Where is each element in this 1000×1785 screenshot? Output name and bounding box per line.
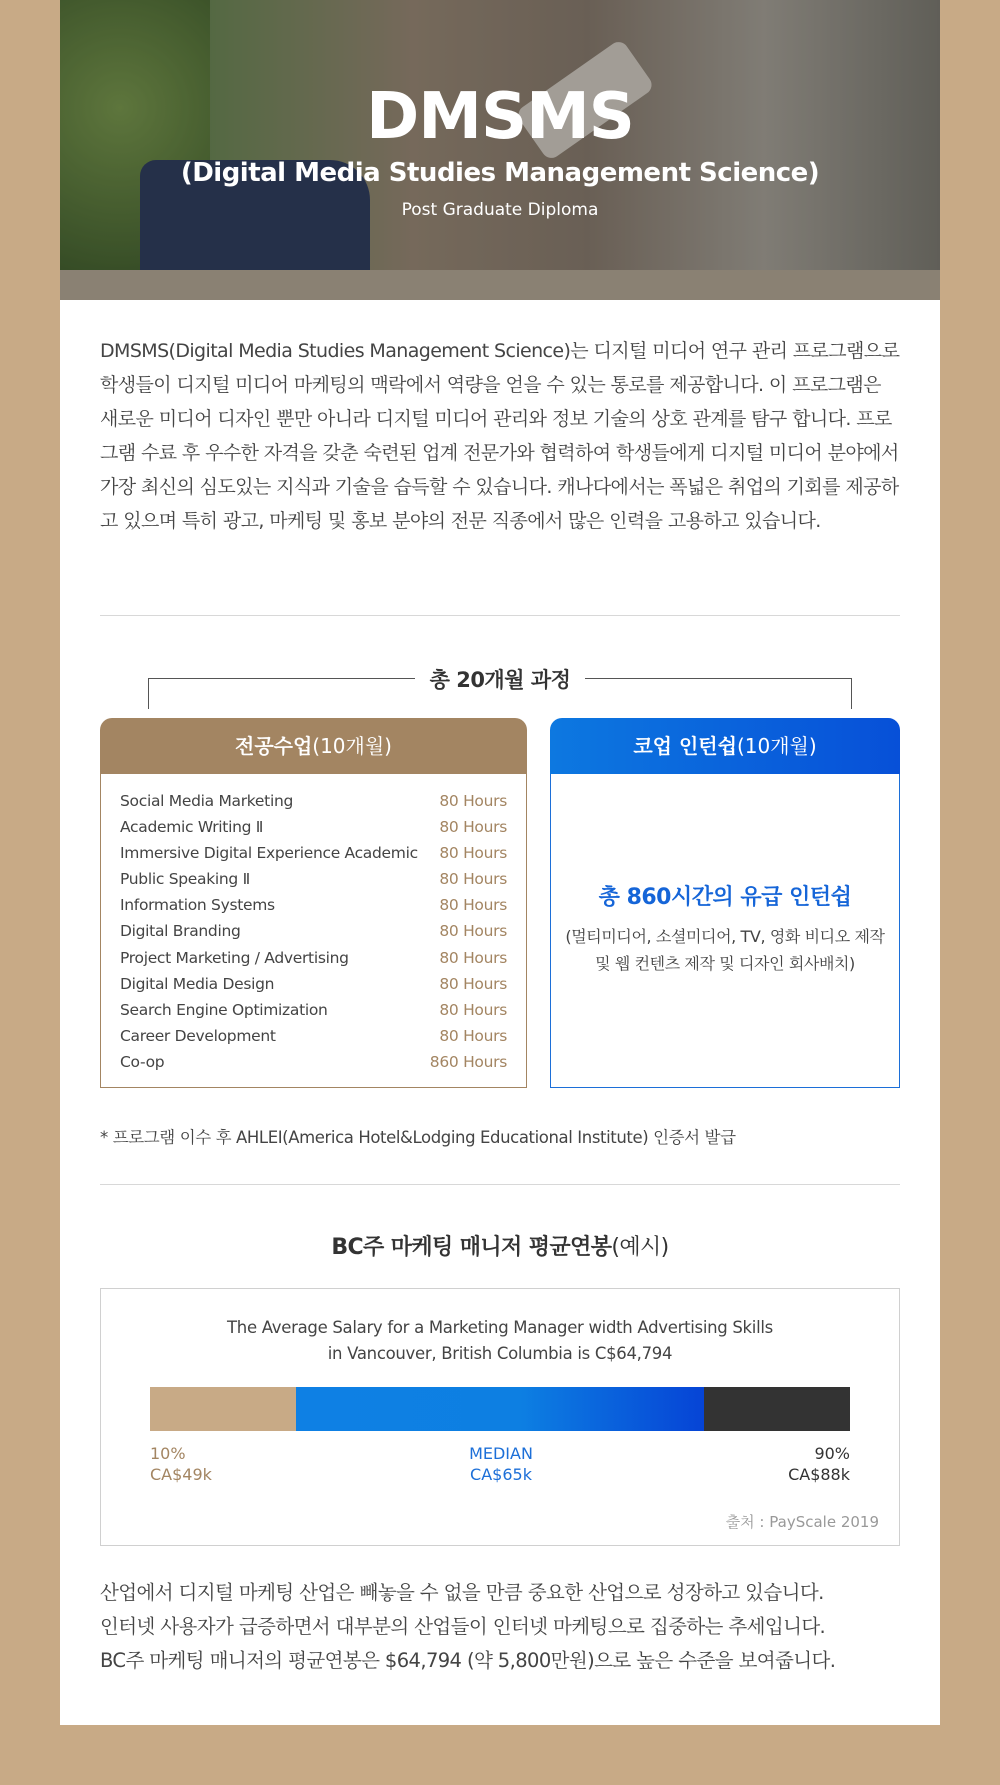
course-name: Public Speaking Ⅱ [120,870,250,889]
major-courses-header [100,718,527,774]
coop-headline: 총 860시간의 유급 인턴쉽 [598,885,852,910]
coop-detail-line: 및 웹 컨텐츠 제작 및 디자인 회사배치) [595,954,855,973]
course-name: Academic Writing Ⅱ [120,818,264,837]
major-courses-duration: (10개월) [312,734,392,758]
course-name: Information Systems [120,896,275,915]
hero-title: DMSMS [366,80,634,154]
salary-bar-median [296,1387,704,1431]
course-row [120,814,507,840]
course-row [120,840,507,866]
section-divider [100,1184,900,1185]
coop-box [550,718,900,1088]
outro-line: 인터넷 사용자가 급증하면서 대부분의 산업들이 인터넷 마케팅으로 집중하는 추세입니다. [100,1615,826,1638]
course-row [120,971,507,997]
hero-subtitle: (Digital Media Studies Management Science) [180,158,820,188]
course-row [120,945,507,971]
section-divider [100,615,900,616]
coop-detail [551,923,899,977]
major-courses-title: 전공수업 [235,734,313,758]
course-row [120,788,507,814]
salary-high-value: CA$88k [788,1465,850,1484]
course-hours: 80 Hours [439,922,507,941]
salary-label-high [788,1443,850,1485]
content-page [60,0,940,1725]
course-hours: 80 Hours [439,1026,507,1045]
salary-caption [101,1315,899,1367]
course-name: Search Engine Optimization [120,1000,328,1019]
course-hours: 80 Hours [439,792,507,810]
course-hours: 80 Hours [439,896,507,915]
salary-low-value: CA$49k [150,1465,212,1484]
course-hours: 80 Hours [439,1000,507,1019]
coop-title: 코업 인턴쉽 [633,734,737,758]
salary-median-value: CA$65k [470,1465,532,1484]
salary-caption-line: The Average Salary for a Marketing Manager width Advertising Skills [227,1318,773,1337]
course-name: Digital Media Design [120,974,275,993]
salary-title-suffix: (예시) [611,1235,669,1260]
course-hours: 80 Hours [439,948,507,967]
course-row [120,1049,507,1075]
salary-bar-high [704,1387,850,1431]
program-total [60,660,940,710]
coop-duration: (10개월) [736,734,817,758]
salary-median-label: MEDIAN [469,1444,533,1463]
course-name: Digital Branding [120,922,241,941]
salary-source: 출처 : PayScale 2019 [725,1513,879,1531]
coop-header [550,718,900,774]
salary-label-low [150,1443,212,1485]
salary-box [100,1288,900,1546]
outro-line: BC주 마케팅 매니저의 평균연봉은 $64,794 (약 5,800만원)으로 높은 수준을 보여줍니다. [100,1649,836,1672]
major-courses-box [100,718,527,1088]
course-hours: 80 Hours [439,844,507,863]
course-hours: 80 Hours [439,974,507,993]
course-hours: 80 Hours [439,818,507,837]
outro-paragraph [100,1576,900,1678]
course-name: Project Marketing / Advertising [120,948,349,967]
coop-body [550,774,900,1088]
salary-low-percentile: 10% [150,1444,186,1463]
certificate-note: * 프로그램 이수 후 AHLEI(America Hotel&Lodging Educational Institute) 인증서 발급 [100,1128,736,1147]
salary-caption-line: in Vancouver, British Columbia is C$64,794 [327,1344,673,1363]
hero-banner [60,0,940,300]
course-row [120,997,507,1023]
course-name: Career Development [120,1026,276,1045]
salary-high-percentile: 90% [814,1444,850,1463]
course-list [100,774,527,1088]
course-row [120,918,507,944]
hero-tagline: Post Graduate Diploma [401,200,599,220]
salary-title: BC주 마케팅 매니저 평균연봉 [331,1235,612,1260]
salary-bar-low [150,1387,296,1431]
total-duration-label: 총 20개월 과정 [415,664,585,694]
outro-line: 산업에서 디지털 마케팅 산업은 빼놓을 수 없을 만큼 중요한 산업으로 성장하고 있습니다. [100,1581,824,1604]
salary-label-median [401,1443,601,1485]
salary-section-title [60,1230,940,1261]
course-name: Co-op [120,1052,165,1071]
course-hours: 80 Hours [439,870,507,889]
course-row [120,1023,507,1049]
course-row [120,892,507,918]
course-row [120,866,507,892]
course-hours: 860 Hours [429,1052,507,1071]
coop-detail-line: (멀티미디어, 소셜미디어, TV, 영화 비디오 제작 [565,927,885,946]
course-name: Social Media Marketing [120,792,294,810]
course-name: Immersive Digital Experience Academic [120,844,418,863]
intro-paragraph: DMSMS(Digital Media Studies Management Science)는 디지털 미디어 연구 관리 프로그램으로 학생들이 디지털 미디어 마케팅의 맥락에서 역량을 얻을 수 있는 통로를 제공합니다. 이 프로그램은 새로운 미디어 디자인 뿐만 아니라 디지털 미디어 관리와 정보 기술의 상호 관계를 탐구 합니다. 프로그램 수료 후 우수한 자격을 갖춘 숙련된 업계 전문가와 협력하여 학생들에게 디지털 미디어 분야에서 가장 최신의 심도있는 지식과 기술을 습득할 수 있습니다. 캐나다에서는 폭넓은 취업의 기회를 제공하고 있으며 특히 광고, 마케팅 및 홍보 분야의 전문 직종에서 많은 인력을 고용하고 있습니다. [100,340,900,532]
